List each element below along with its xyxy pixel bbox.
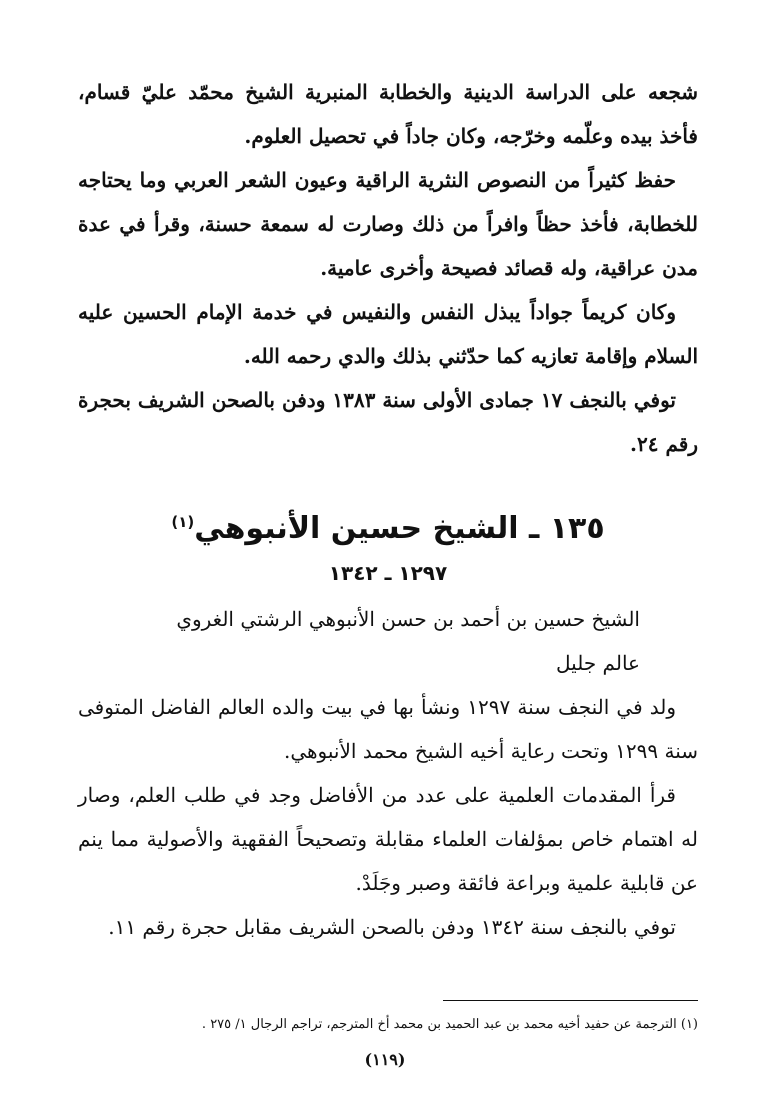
page-number: (١١٩) [364,1050,406,1069]
entry-title [78,498,698,553]
paragraph-2: حفظ كثيراً من النصوص النثرية الراقية وعيون الشعر العربي وما يحتاجه للخطابة، فأخذ حظاً وافراً من ذلك وصارت له سمعة حسنة، وقرأ في عدة مدن عراقية، وله قصائد فصيحة وأخرى عامية. [78,168,698,280]
page-body [78,70,698,949]
entry-description: عالم جليل [556,651,640,675]
entry-paragraph-death: توفي بالنجف سنة ١٣٤٢ ودفن بالصحن الشريف مقابل حجرة رقم ١١. [108,915,676,939]
entry-paragraph-study: قرأ المقدمات العلمية على عدد من الأفاضل وجد في طلب العلم، وصار له اهتمام خاص بمؤلفات العلماء مقابلة وتصحيحاً الفقهية والأصولية مما ينم عن قابلية علمية وبراعة فائقة وصبر وجَلَدْ. [78,783,698,895]
paragraph-3: وكان كريماً جواداً يبذل النفس والنفيس في خدمة الإمام الحسين عليه السلام وإقامة تعازيه كما حدّثني بذلك والدي رحمه الله. [78,300,698,368]
paragraph-1: شجعه على الدراسة الدينية والخطابة المنبرية الشيخ محمّد عليّ قسام، فأخذ بيده وعلّمه وخرّجه، وكان جاداً في تحصيل العلوم. [78,80,698,148]
entry-paragraph-birth: ولد في النجف سنة ١٢٩٧ ونشأ بها في بيت والده العالم الفاضل المتوفى سنة ١٢٩٩ وتحت رعاية أخيه الشيخ محمد الأنبوهي. [78,695,698,763]
footnote-marker: (١) [171,513,195,531]
entry-name: الشيخ حسين بن أحمد بن حسن الأنبوهي الرشتي الغروي [176,607,640,631]
footnote: (١) الترجمة عن حفيد أخيه محمد بن عبد الحميد بن محمد أخ المترجم، تراجم الرجال ١/ ٢٧٥ . [201,1017,698,1032]
entry-title-text: ١٣٥ ـ الشيخ حسين الأنبوهي [194,511,605,546]
entry-dates: ١٢٩٧ ـ ١٣٤٢ [328,561,448,585]
footnote-divider [443,1000,698,1001]
paragraph-4: توفي بالنجف ١٧ جمادى الأولى سنة ١٣٨٣ ودفن بالصحن الشريف بحجرة رقم ٢٤. [78,388,698,456]
